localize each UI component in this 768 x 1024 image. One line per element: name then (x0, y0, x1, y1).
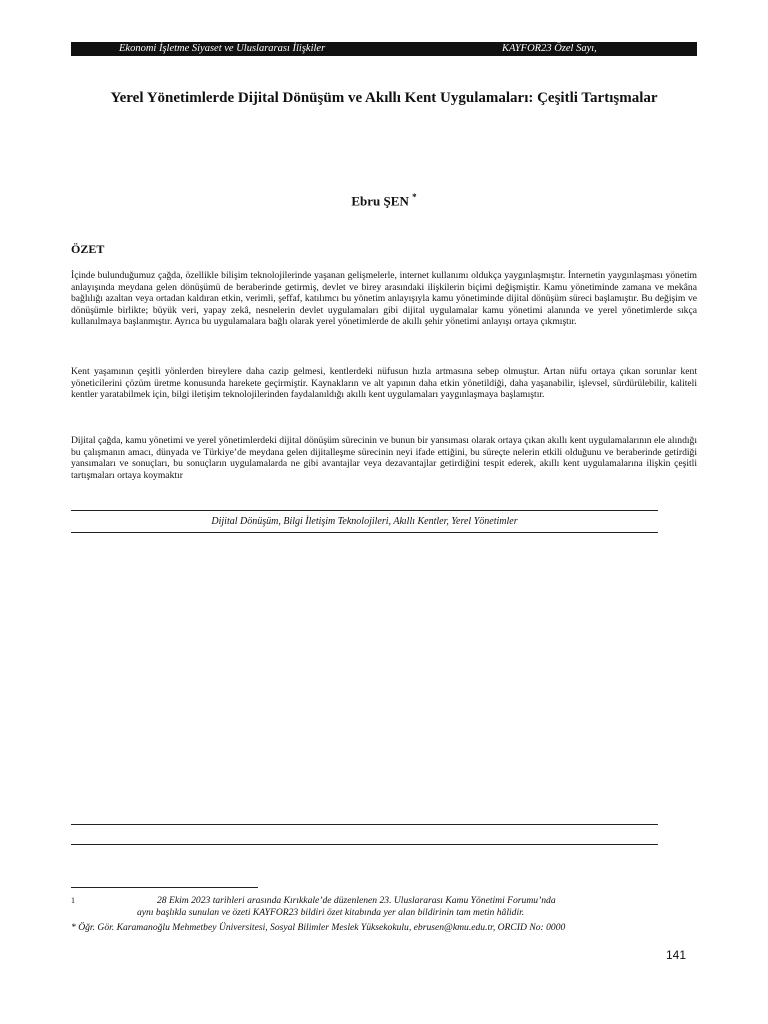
abstract-paragraph-2: Kent yaşamının çeşitli yönlerden bireylere daha cazip gelmesi, kentlerdeki nüfusun hızla artmasına sebep olmuştur. Artan nüfu ortaya çıkan sorunlar kent yöneticilerini çözüm üretme konusunda harekete geçirmiştir. Kaynakların ve alt yapının daha etkin yönetildiği, daha yaşanabilir, işlevsel, sürdürülebilir, kaliteli kentler yaratabilmek için, bilgi iletişim teknolojilerinden faydalanıldığı akıllı kent uygulamaları yaygınlaşmaya başlamıştır. (71, 366, 697, 401)
author-name: Ebru ŞEN (351, 193, 409, 209)
divider-rule-1 (71, 824, 658, 825)
footnote-2: * Öğr. Gör. Karamanoğlu Mehmetbey Üniversitesi, Sosyal Bilimler Meslek Yüksekokulu, ebrusen@kmu.edu.tr, ORCID No: 0000 (71, 922, 566, 933)
header-journal-name: Ekonomi İşletme Siyaset ve Uluslararası İlişkiler (119, 43, 326, 54)
abstract-heading: ÖZET (71, 242, 105, 256)
abstract-paragraph-1: İçinde bulunduğumuz çağda, özellikle bilişim teknolojilerinde yaşanan gelişmelerle, internet kullanımı oldukça yaygınlaşmıştır. İnternetin yaygınlaşması yönetim anlayışında meydana gelen dönüşümü de beraberinde getirmiş, devlet ve birey arasındaki ilişkilerin biçimi değişmiştir. Kamu yönetiminde zamana ve mekâna bağlılığı azaltan veya ortadan kaldıran etkin, verimli, şeffaf, katılımcı bu yönetim anlayışıyla kamu yönetiminde dijital dönüşüm süreci başlamıştır. Bu değişim ve dönüşümle birlikte; büyük veri, yapay zekâ, nesnelerin devlet uygulamaları gibi dijital uygulamalar kamu yönetimi alanında ve yerel yönetimlerde sıkça kullanılmaya başlanmıştır. Ayrıca bu uygulamalara bağlı olarak yerel yönetimlerde de akıllı şehir yönetimi anlayışı ortaya çıkmıştır. (71, 270, 697, 328)
footnote-1-line-1: 28 Ekim 2023 tarihleri arasında Kırıkkale’de düzenlenen 23. Uluslararası Kamu Yönetimi Forumu’nda (157, 895, 556, 906)
footnote-1-line-2: aynı başlıkla sunulan ve özeti KAYFOR23 bildiri özet kitabında yer alan bildirinin tam metin hâlidir. (137, 906, 525, 918)
keywords-bottom-rule (71, 532, 658, 533)
keywords-top-rule (71, 510, 658, 511)
footnote-separator (71, 887, 258, 888)
page-number: 141 (666, 948, 687, 962)
abstract-paragraph-3: Dijital çağda, kamu yönetimi ve yerel yönetimlerdeki dijital dönüşüm sürecinin ve bunun bir yansıması olarak ortaya çıkan akıllı kent uygulamalarının ele alındığı bu çalışmanın amacı, dünyada ve Türkiye’de meydana gelen dijitalleşme sürecinin neyi ifade ettiğini, bu süreçte nelerin etkili olduğunu ve beraberinde getirdiği yansımaları ve sonuçları, bu sonuçların uygulamalarda ne gibi avantajlar veya dezavantajlar getirdiğini tespit ederek, akıllı kent uygulamalarına ilişkin çeşitli tartışmaları ortaya koymaktır (71, 435, 697, 481)
footnote-1-mark: 1 (71, 896, 75, 905)
author-footnote-mark: * (412, 192, 417, 202)
footnote-1 (71, 895, 697, 918)
paper-title: Yerel Yönetimlerde Dijital Dönüşüm ve Akıllı Kent Uygulamaları: Çeşitli Tartışmalar (110, 90, 658, 106)
divider-rule-2 (71, 844, 658, 845)
running-header (71, 42, 697, 56)
author-line (71, 192, 697, 209)
keywords: Dijital Dönüşüm, Bilgi İletişim Teknolojileri, Akıllı Kentler, Yerel Yönetimler (211, 516, 518, 527)
header-issue: KAYFOR23 Özel Sayı, (502, 43, 597, 54)
